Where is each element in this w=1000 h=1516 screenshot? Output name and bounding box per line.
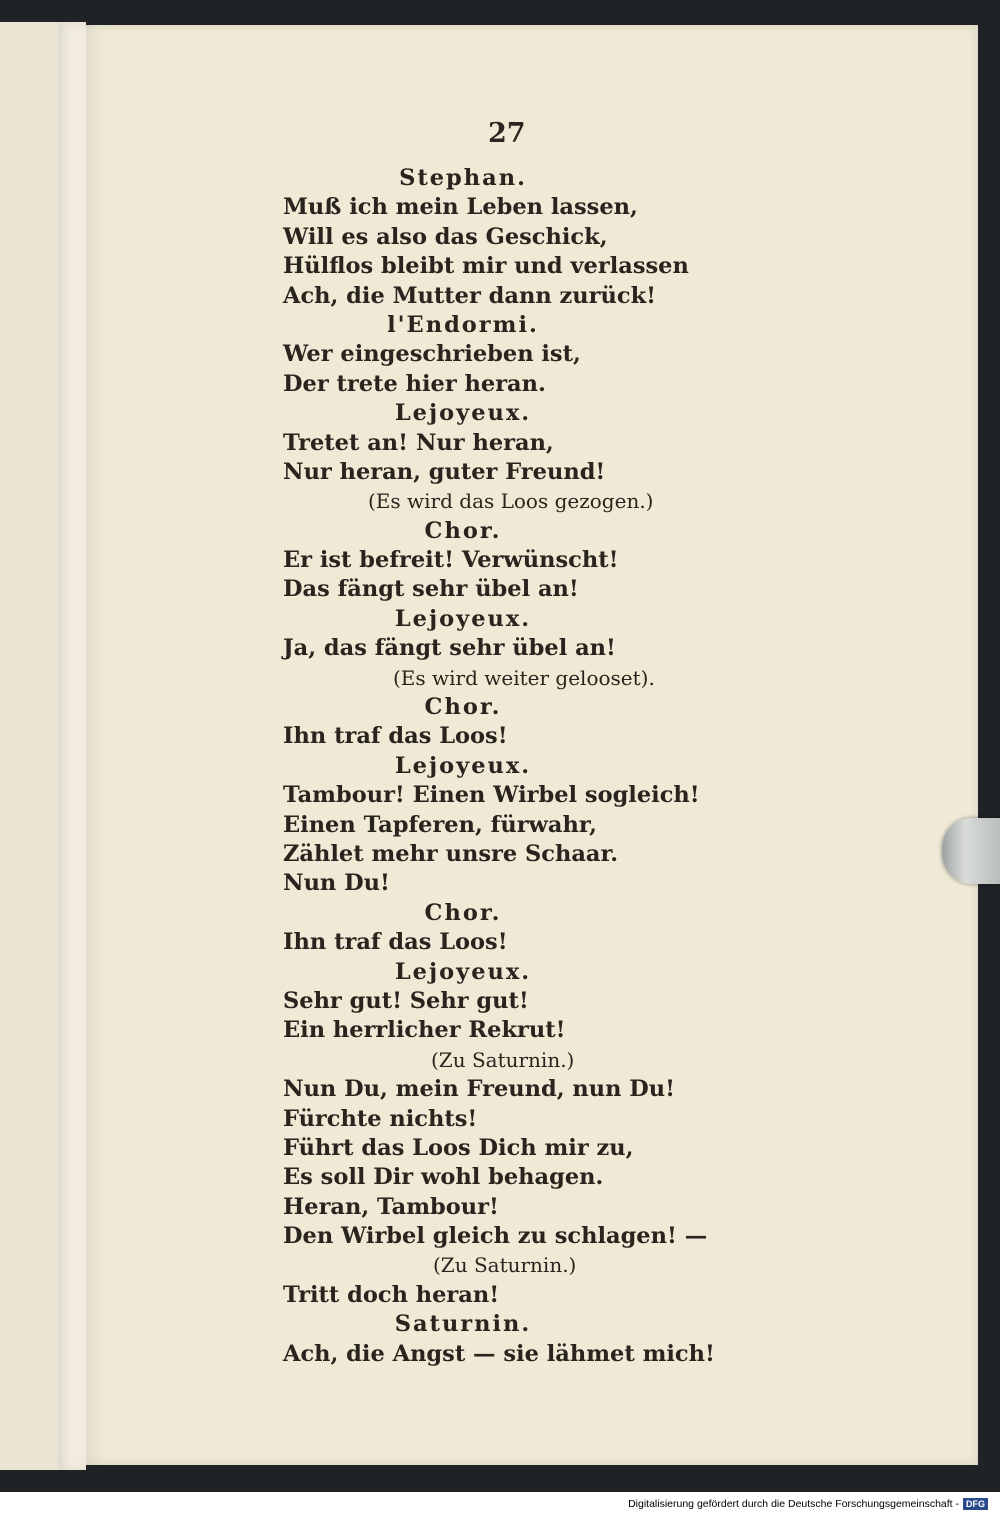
verse-line: Das fängt sehr übel an! (283, 576, 579, 603)
stage-direction: (Es wird das Loos gezogen.) (368, 489, 654, 514)
verse-line: Tritt doch heran! (283, 1281, 500, 1308)
verse-line: Ihn traf das Loos! (283, 723, 508, 750)
left-page-gutter (58, 22, 86, 1470)
footer-text: Digitalisierung gefördert durch die Deutsche Forschungsgemeinschaft - (628, 1498, 959, 1510)
stage-direction: (Zu Saturnin.) (431, 1047, 575, 1072)
speaker-name: l'Endormi. (387, 311, 539, 338)
verse-line: Nun Du, mein Freund, nun Du! (283, 1076, 676, 1103)
speaker-name: Saturnin. (394, 1311, 532, 1338)
speaker-name: Stephan. (399, 165, 527, 191)
speaker-name: Chor. (424, 899, 502, 926)
speaker-name: Lejoyeux. (394, 752, 532, 779)
speaker-name: Lejoyeux. (394, 605, 532, 632)
verse-line: Nur heran, guter Freund! (283, 458, 606, 485)
verse-line: Ach, die Angst — sie lähmet mich! (283, 1340, 715, 1367)
verse-line: Führt das Loos Dich mir zu, (283, 1134, 634, 1161)
verse-line: Zählet mehr unsre Schaar. (283, 840, 619, 867)
verse-line: Ein herrlicher Rekrut! (283, 1017, 566, 1044)
dfg-logo: DFG (963, 1498, 988, 1510)
verse-line: Sehr gut! Sehr gut! (283, 987, 529, 1014)
speaker-name: Chor. (424, 517, 502, 544)
stage-direction: (Es wird weiter gelooset). (393, 665, 655, 690)
page-clip (942, 818, 1000, 884)
verse-line: Wer eingeschrieben ist, (283, 341, 581, 368)
verse-line: Hülflos bleibt mir und verlassen (283, 253, 689, 280)
verse-line: Der trete hier heran. (283, 370, 546, 397)
verse-line: Tretet an! Nur heran, (283, 429, 554, 456)
verse-line: Heran, Tambour! (283, 1193, 499, 1220)
verse-line: Den Wirbel gleich zu schlagen! — (283, 1223, 708, 1250)
page-number: 27 (488, 118, 526, 149)
verse-line: Will es also das Geschick, (283, 223, 608, 250)
verse-line: Tambour! Einen Wirbel sogleich! (283, 782, 700, 809)
verse-line: Einen Tapferen, fürwahr, (283, 811, 597, 838)
speaker-name: Lejoyeux. (394, 400, 532, 427)
verse-line: Ach, die Mutter dann zurück! (283, 282, 657, 309)
verse-line: Fürchte nichts! (283, 1105, 478, 1132)
verse-line: Er ist befreit! Verwünscht! (283, 547, 619, 574)
speaker-name: Lejoyeux. (394, 958, 532, 985)
verse-line: Nun Du! (283, 870, 390, 897)
verse-line: Muß ich mein Leben lassen, (283, 194, 638, 221)
verse-line: Ja, das fängt sehr übel an! (283, 635, 616, 662)
funding-footer (622, 1496, 992, 1512)
libretto-text (283, 164, 715, 1369)
verse-line: Ihn traf das Loos! (283, 929, 508, 956)
speaker-name: Chor. (424, 694, 502, 721)
stage-direction: (Zu Saturnin.) (433, 1253, 577, 1278)
verse-line: Es soll Dir wohl behagen. (283, 1164, 604, 1191)
